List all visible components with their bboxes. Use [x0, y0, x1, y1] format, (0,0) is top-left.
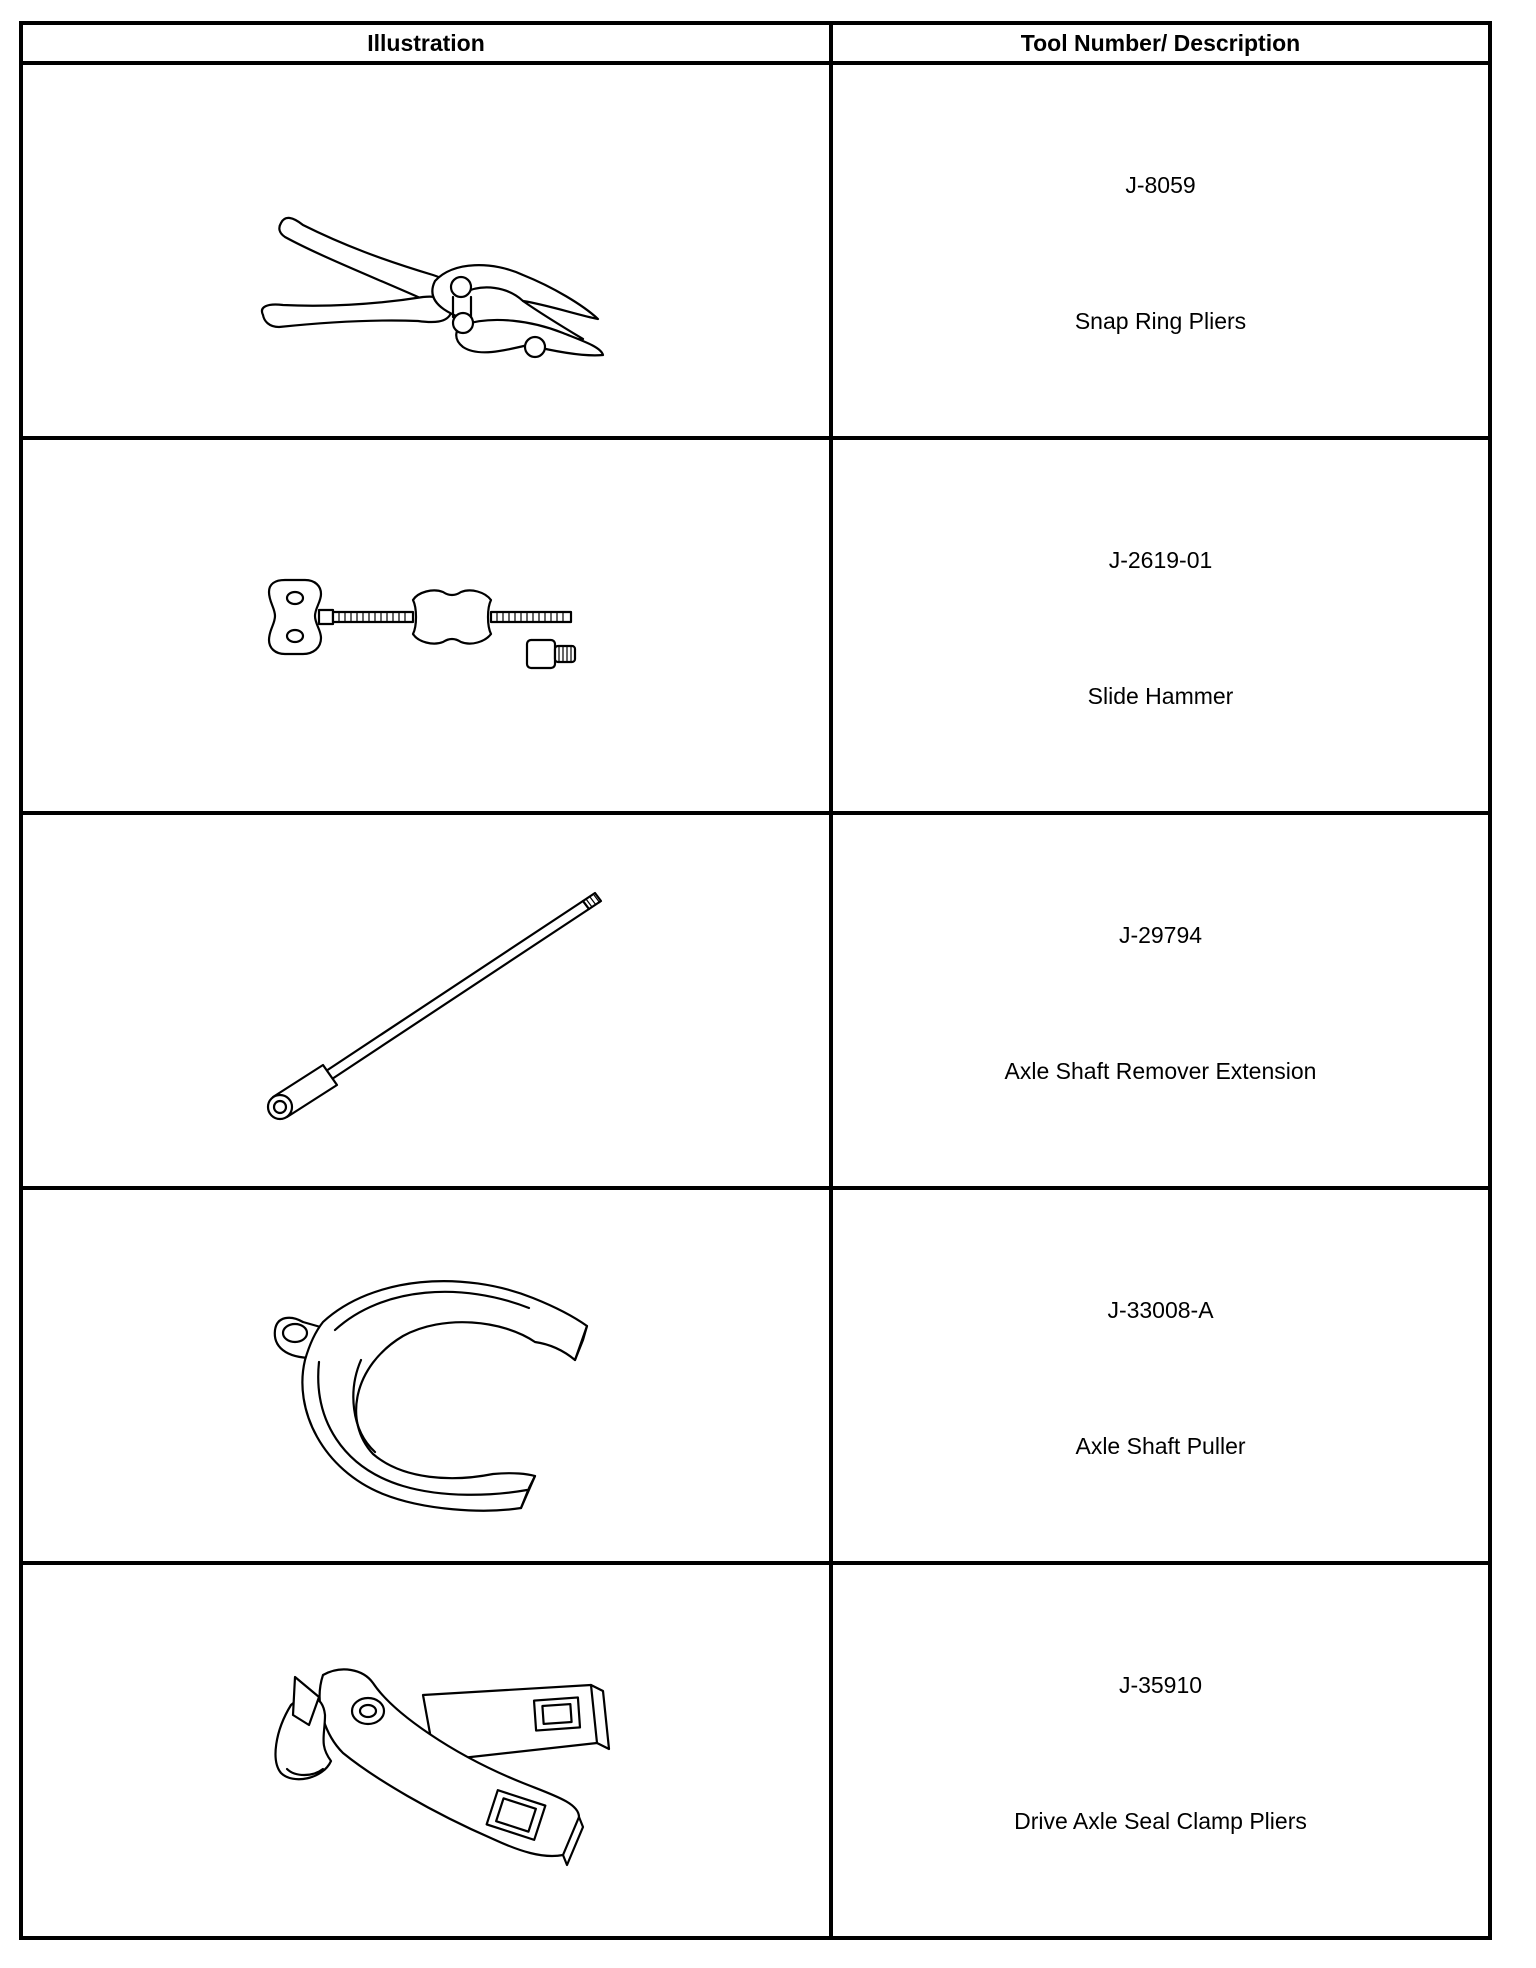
drive-axle-seal-clamp-pliers-icon [23, 1565, 829, 1936]
axle-shaft-remover-extension-icon [23, 815, 829, 1186]
tool-cell [831, 438, 1490, 813]
special-tools-table [19, 21, 1492, 1940]
tool-cell [831, 813, 1490, 1188]
snap-ring-pliers-icon [23, 65, 829, 436]
tool-description: Drive Axle Seal Clamp Pliers [1014, 1808, 1307, 1834]
tool-number: J-35910 [1118, 1672, 1203, 1698]
tool-description: Axle Shaft Remover Extension [1004, 1058, 1317, 1084]
tool-number: J-8059 [1125, 172, 1196, 198]
tool-description: Axle Shaft Puller [1075, 1433, 1246, 1459]
header-row [21, 23, 1490, 63]
illustration-cell [21, 438, 831, 813]
table-row [21, 438, 1490, 813]
table-row [21, 1563, 1490, 1938]
illustration-cell [21, 1563, 831, 1938]
tool-number: J-2619-01 [1108, 547, 1213, 573]
illustration-cell [21, 63, 831, 438]
tool-description: Slide Hammer [1087, 683, 1234, 709]
illustration-cell [21, 813, 831, 1188]
table-row [21, 63, 1490, 438]
table-row [21, 813, 1490, 1188]
tool-header: Tool Number/ Description [831, 23, 1490, 63]
tool-cell [831, 1188, 1490, 1563]
axle-shaft-puller-icon [23, 1190, 829, 1561]
illustration-cell [21, 1188, 831, 1563]
tool-cell [831, 1563, 1490, 1938]
illustration-header: Illustration [21, 23, 831, 63]
tool-number: J-33008-A [1107, 1297, 1214, 1323]
tool-description: Snap Ring Pliers [1074, 308, 1247, 334]
tool-cell [831, 63, 1490, 438]
table-row [21, 1188, 1490, 1563]
tool-number: J-29794 [1118, 922, 1203, 948]
slide-hammer-icon [23, 440, 829, 811]
